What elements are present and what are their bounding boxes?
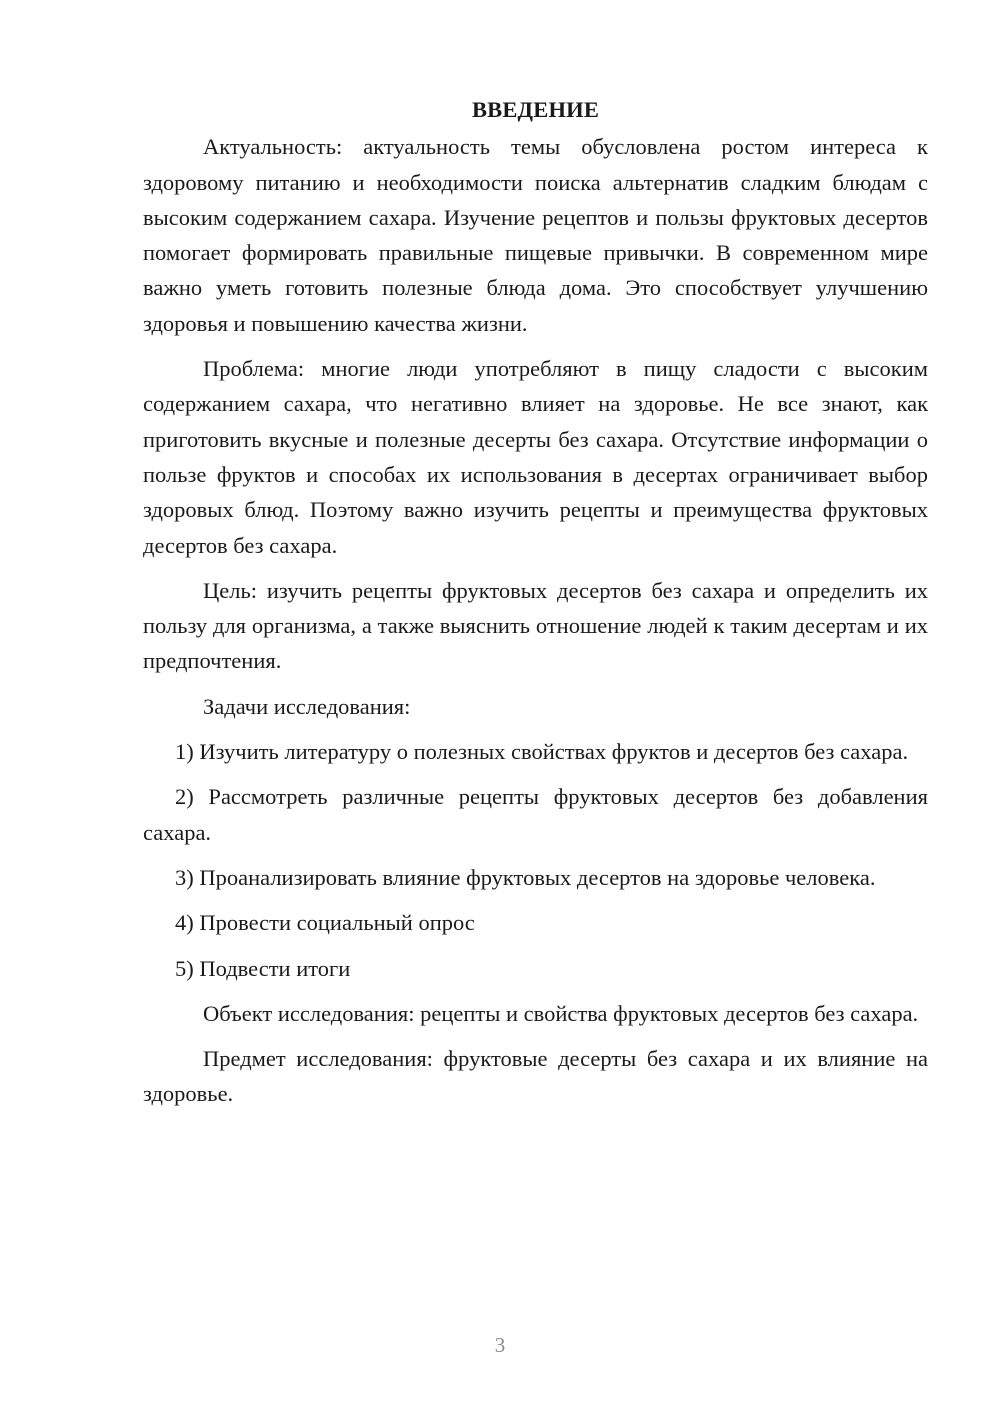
- relevance-paragraph: Актуальность: актуальность темы обусловлена ростом интереса к здоровому питанию и необходимости поиска альтернатив сладким блюдам с высоким содержанием сахара. Изучение рецептов и пользы фруктовых десертов помогает формировать правильные пищевые привычки. В современном мире важно уметь готовить полезные блюда дома. Это способствует улучшению здоровья и повышению качества жизни.: [143, 134, 928, 336]
- task-item-4: 4) Провести социальный опрос: [175, 910, 475, 936]
- task-item-1: 1) Изучить литературу о полезных свойствах фруктов и десертов без сахара.: [175, 739, 909, 765]
- task-item-3: 3) Проанализировать влияние фруктовых десертов на здоровье человека.: [175, 864, 876, 890]
- problem-paragraph: Проблема: многие люди употребляют в пищу сладости с высоким содержанием сахара, что негативно влияет на здоровье. Не все знают, как приготовить вкусные и полезные десерты без сахара. Отсутствие информации о пользе фруктов и способах их использования в десертах ограничивает выбор здоровых блюд. Поэтому важно изучить рецепты и преимущества фруктовых десертов без сахара.: [143, 356, 928, 558]
- goal-paragraph: Цель: изучить рецепты фруктовых десертов без сахара и определить их пользу для организма, а также выяснить отношение людей к таким десертам и их предпочтения.: [143, 577, 928, 674]
- page-number: 3: [494, 1333, 506, 1357]
- section-heading: ВВЕДЕНИЕ: [471, 97, 600, 122]
- page-content: [143, 92, 928, 1122]
- object-paragraph: Объект исследования: рецепты и свойства фруктовых десертов без сахара.: [203, 1000, 919, 1026]
- subject-paragraph: Предмет исследования: фруктовые десерты без сахара и их влияние на здоровье.: [143, 1046, 928, 1107]
- task-item-2: 2) Рассмотреть различные рецепты фруктовых десертов без добавления сахара.: [143, 784, 928, 845]
- task-item-5: 5) Подвести итоги: [175, 955, 351, 981]
- tasks-heading: Задачи исследования:: [203, 693, 411, 719]
